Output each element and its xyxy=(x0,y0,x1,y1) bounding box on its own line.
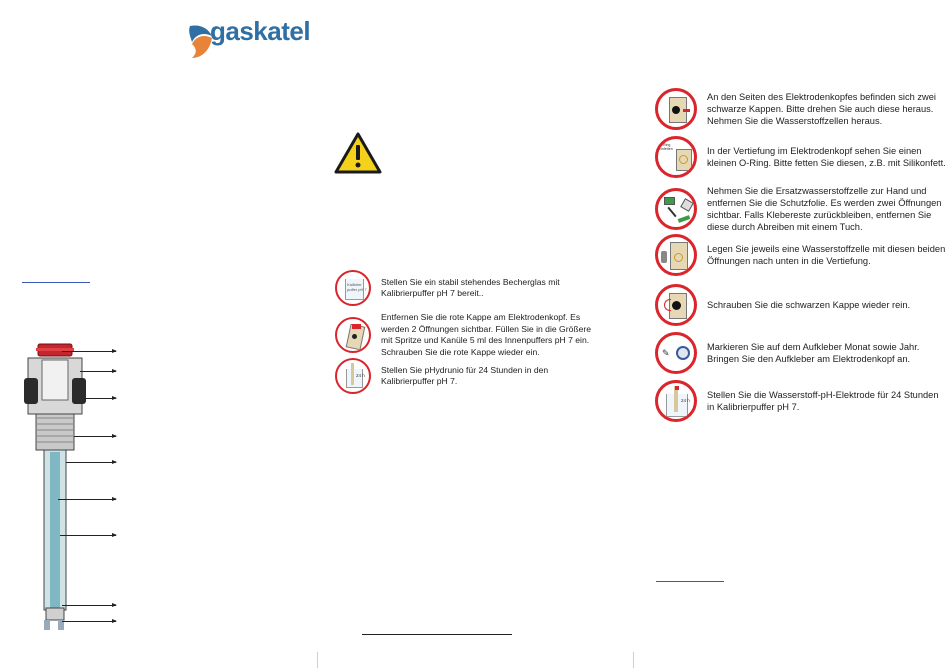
logo-wordmark: gaskatel xyxy=(210,16,311,46)
step-black-caps xyxy=(655,88,947,130)
step-text: Stellen Sie ein stabil stehendes Becherglas mit Kalibrierpuffer pH 7 bereit.. xyxy=(381,276,560,298)
step-text: Entfernen Sie die rote Kappe am Elektrodenkopf. Es werden 2 Öffnungen sichtbar. Füllen Sie in die Größere mit Spritze und Kanüle 5 ml des Innenpuffers pH 7 ein. Schrauben Sie die rote Kappe wieder ein. xyxy=(381,312,592,357)
step-text: Nehmen Sie die Ersatzwasserstoffzelle zur Hand und entfernen Sie die Schutzfolie. Es werden zwei Öffnungen sichtbar. Falls Klebereste zurückbleiben, entfernen Sie diese durch Abreiben mit einem Tuch. xyxy=(707,186,942,232)
black-caps-icon xyxy=(655,88,697,130)
beaker-icon xyxy=(335,270,371,306)
timer-label: 24 h xyxy=(681,398,690,403)
screw-cap-icon xyxy=(655,284,697,326)
step-text: An den Seiten des Elektrodenkopfes befinden sich zwei schwarze Kappen. Bitte drehen Sie auch diese heraus. Nehmen Sie die Wasserstoffzellen heraus. xyxy=(707,92,936,126)
step-24h-buffer xyxy=(335,358,595,394)
step-text: In der Vertiefung im Elektrodenkopf sehen Sie einen kleinen O-Ring. Bitte fetten Sie diesen, z.B. mit Silikonfett. xyxy=(707,146,946,168)
link-line-right xyxy=(656,581,724,582)
pointer-arrow xyxy=(58,499,116,500)
step-replacement-cell xyxy=(655,185,947,233)
footer-line-middle xyxy=(362,634,512,635)
sticker-icon xyxy=(655,332,697,374)
link-line-left xyxy=(22,282,90,283)
step-screw-cap xyxy=(655,284,947,326)
step-text: Stellen Sie die Wasserstoff-pH-Elektrode für 24 Stunden in Kalibrierpuffer pH 7. xyxy=(707,390,939,412)
replacement-cell-icon xyxy=(655,188,697,230)
step-text: Schrauben Sie die schwarzen Kappe wieder rein. xyxy=(707,300,911,310)
pointer-arrow xyxy=(62,605,116,606)
pointer-arrow xyxy=(74,436,116,437)
insert-cell-icon xyxy=(655,234,697,276)
step-text: Markieren Sie auf dem Aufkleber Monat sowie Jahr. Bringen Sie den Aufkleber am Elektrodenkopf an. xyxy=(707,342,920,364)
step-24h-calibration xyxy=(655,380,947,422)
pointer-arrow xyxy=(66,462,116,463)
o-ring-label: O-Ring einfetten xyxy=(659,143,673,151)
red-cap-icon xyxy=(335,317,371,353)
step-remove-red-cap xyxy=(335,312,595,358)
warning-triangle-icon xyxy=(334,132,382,174)
pointer-arrow xyxy=(84,398,116,399)
step-text: Stellen Sie pHydrunio für 24 Stunden in den Kalibrierpuffer pH 7. xyxy=(381,364,549,386)
timer-label: 24 h xyxy=(356,373,365,378)
beaker-electrode-icon xyxy=(655,380,697,422)
step-insert-cell xyxy=(655,234,947,276)
page-divider xyxy=(633,652,634,668)
beaker-24h-icon xyxy=(335,358,371,394)
beaker-label: Kalibrier puffer pH 7 xyxy=(347,282,367,292)
step-sticker xyxy=(655,332,947,374)
pointer-arrow xyxy=(60,535,116,536)
step-o-ring xyxy=(655,136,947,178)
electrode-diagram xyxy=(18,340,128,632)
pen-icon: ✎ xyxy=(662,348,670,358)
o-ring-icon xyxy=(655,136,697,178)
pointer-arrow xyxy=(62,351,116,352)
pointer-arrow xyxy=(80,371,116,372)
page-divider xyxy=(317,652,318,668)
step-text: Legen Sie jeweils eine Wasserstoffzelle mit diesen beiden Öffnungen nach unten in die Vertiefung. xyxy=(707,244,946,266)
step-prepare-beaker xyxy=(335,270,595,306)
pointer-arrow xyxy=(62,621,116,622)
